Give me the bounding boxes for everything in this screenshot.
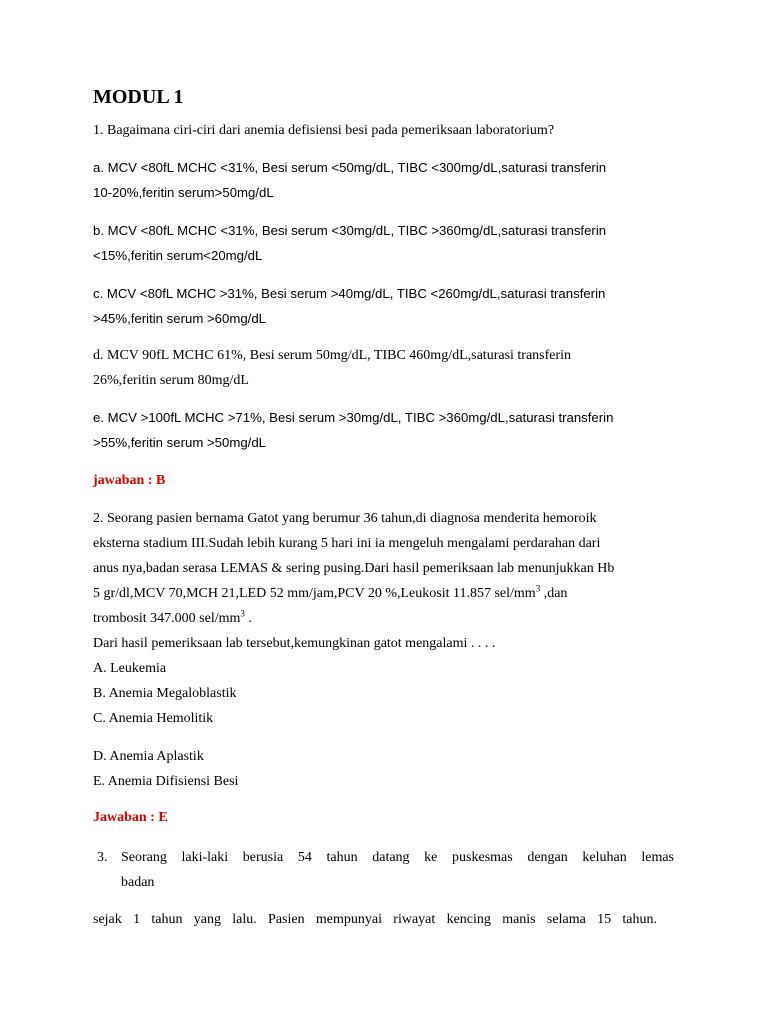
q1-option-e-line2: >55%,feritin serum >50mg/dL xyxy=(93,435,266,450)
q1-option-a-line2: 10-20%,feritin serum>50mg/dL xyxy=(93,185,274,200)
q1-option-d-line1: d. MCV 90fL MCHC 61%, Besi serum 50mg/dL, TIBC 460mg/dL,saturasi transferin xyxy=(93,348,572,363)
q1-option-e-line1: e. MCV >100fL MCHC >71%, Besi serum >30mg/dL, TIBC >360mg/dL,saturasi transferin xyxy=(93,410,614,425)
q1-option-b-line1: b. MCV <80fL MCHC <31%, Besi serum <30mg/dL, TIBC >360mg/dL,saturasi transferin xyxy=(93,223,607,238)
q2-line-4-text: 5 gr/dl,MCV 70,MCH 21,LED 52 mm/jam,PCV 20 %,Leukosit 11.857 sel/mm xyxy=(93,586,536,601)
superscript-cubed: 3 xyxy=(535,583,541,594)
q2-option-c: C. Anemia Hemolitik xyxy=(93,711,214,726)
q2-line-2: eksterna stadium III.Sudah lebih kurang 5 hari ini ia mengeluh mengalami perdarahan dari xyxy=(93,536,601,551)
q2-option-a: A. Leukemia xyxy=(93,661,167,676)
q3-number: 3. xyxy=(97,850,108,865)
q2-option-e: E. Anemia Difisiensi Besi xyxy=(93,774,239,789)
q2-line-3: anus nya,badan serasa LEMAS & sering pusing.Dari hasil pemeriksaan lab menunjukkan Hb xyxy=(93,561,615,576)
q2-line-5-text: trombosit 347.000 sel/mm xyxy=(93,611,241,626)
q3-line-1: Seorang laki-laki berusia 54 tahun datang ke puskesmas dengan keluhan lemas xyxy=(121,850,674,865)
q1-option-d-line2: 26%,feritin serum 80mg/dL xyxy=(93,373,249,388)
q1-option-a-line1: a. MCV <80fL MCHC <31%, Besi serum <50mg/dL, TIBC <300mg/dL,saturasi transferin xyxy=(93,160,607,175)
q1-option-c-line1: c. MCV <80fL MCHC >31%, Besi serum >40mg/dL, TIBC <260mg/dL,saturasi transferin xyxy=(93,286,606,301)
q3-line-2: badan xyxy=(121,875,155,890)
q2-answer: Jawaban : E xyxy=(93,810,168,825)
q2-line-4-suffix: ,dan xyxy=(540,586,568,601)
q1-option-c-line2: >45%,feritin serum >60mg/dL xyxy=(93,311,266,326)
superscript-cubed: 3 xyxy=(240,608,245,619)
q2-line-5-suffix: . xyxy=(244,611,252,626)
q2-line-4 xyxy=(93,581,567,606)
q1-option-b-line2: <15%,feritin serum<20mg/dL xyxy=(93,248,263,263)
q2-line-1: 2. Seorang pasien bernama Gatot yang berumur 36 tahun,di diagnosa menderita hemoroik xyxy=(93,511,597,526)
q2-option-b: B. Anemia Megaloblastik xyxy=(93,686,237,701)
q2-line-5 xyxy=(93,606,252,631)
q1-answer: jawaban : B xyxy=(93,473,166,488)
q3-line-3: sejak 1 tahun yang lalu. Pasien mempunyai riwayat kencing manis selama 15 tahun. xyxy=(93,912,657,927)
q2-option-d: D. Anemia Aplastik xyxy=(93,749,204,764)
module-title: MODUL 1 xyxy=(93,86,184,108)
question-1-text: 1. Bagaimana ciri-ciri dari anemia defisiensi besi pada pemeriksaan laboratorium? xyxy=(93,123,555,138)
q2-prompt: Dari hasil pemeriksaan lab tersebut,kemungkinan gatot mengalami . . . . xyxy=(93,636,496,651)
